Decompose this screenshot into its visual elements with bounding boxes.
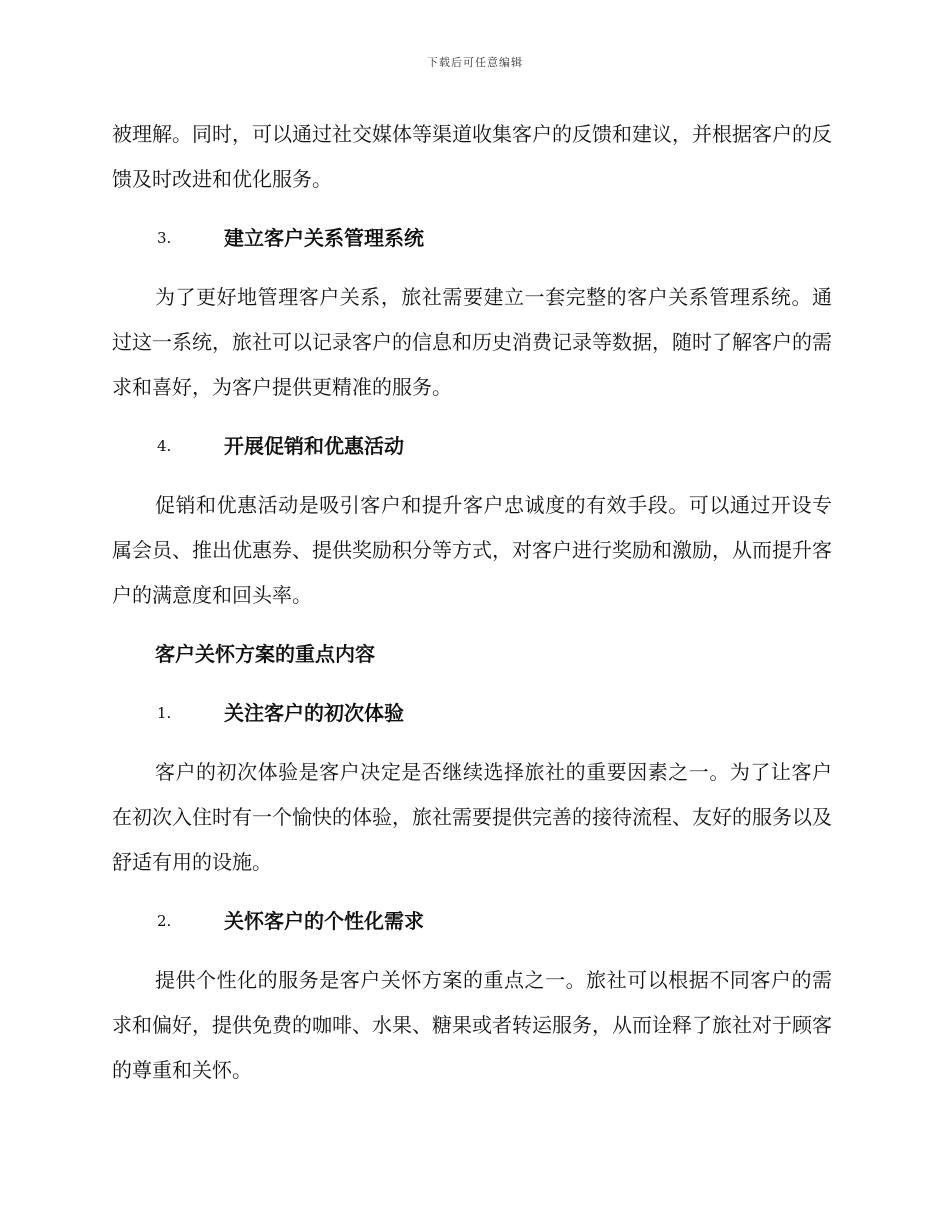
heading-title: 关注客户的初次体验: [224, 701, 404, 725]
heading-title: 关怀客户的个性化需求: [224, 909, 424, 933]
document-body: [112, 112, 832, 1107]
paragraph-continuation: 被理解。同时，可以通过社交媒体等渠道收集客户的反馈和建议，并根据客户的反馈及时改进和优化服务。: [112, 122, 832, 191]
section-heading-promotions: [112, 424, 832, 469]
section-heading-crm: [112, 216, 832, 261]
heading-title: 开展促销和优惠活动: [224, 434, 404, 458]
section-heading-first-experience: [112, 691, 832, 736]
section-heading-key-content: [112, 632, 832, 677]
section-heading-personalized-needs: [112, 899, 832, 944]
paragraph-crm: 为了更好地管理客户关系，旅社需要建立一套完整的客户关系管理系统。通过这一系统，旅社可以记录客户的信息和历史消费记录等数据，随时了解客户的需求和喜好，为客户提供更精准的服务。: [112, 285, 832, 399]
paragraph-promotions: 促销和优惠活动是吸引客户和提升客户忠诚度的有效手段。可以通过开设专属会员、推出优惠券、提供奖励积分等方式，对客户进行奖励和激励，从而提升客户的满意度和回头率。: [112, 493, 832, 607]
heading-title: 建立客户关系管理系统: [224, 226, 424, 250]
heading-title: 客户关怀方案的重点内容: [155, 642, 375, 666]
heading-number: 2.: [157, 912, 172, 930]
heading-number: 3.: [157, 229, 172, 247]
paragraph-personalized-needs: 提供个性化的服务是客户关怀方案的重点之一。旅社可以根据不同客户的需求和偏好，提供免费的咖啡、水果、糖果或者转运服务，从而诠释了旅社对于顾客的尊重和关怀。: [112, 968, 832, 1082]
paragraph-first-experience: 客户的初次体验是客户决定是否继续选择旅社的重要因素之一。为了让客户在初次入住时有一个愉快的体验，旅社需要提供完善的接待流程、友好的服务以及舒适有用的设施。: [112, 760, 832, 874]
heading-number: 4.: [157, 437, 172, 455]
heading-number: 1.: [157, 704, 172, 722]
page-header: 下载后可任意编辑: [427, 56, 523, 69]
